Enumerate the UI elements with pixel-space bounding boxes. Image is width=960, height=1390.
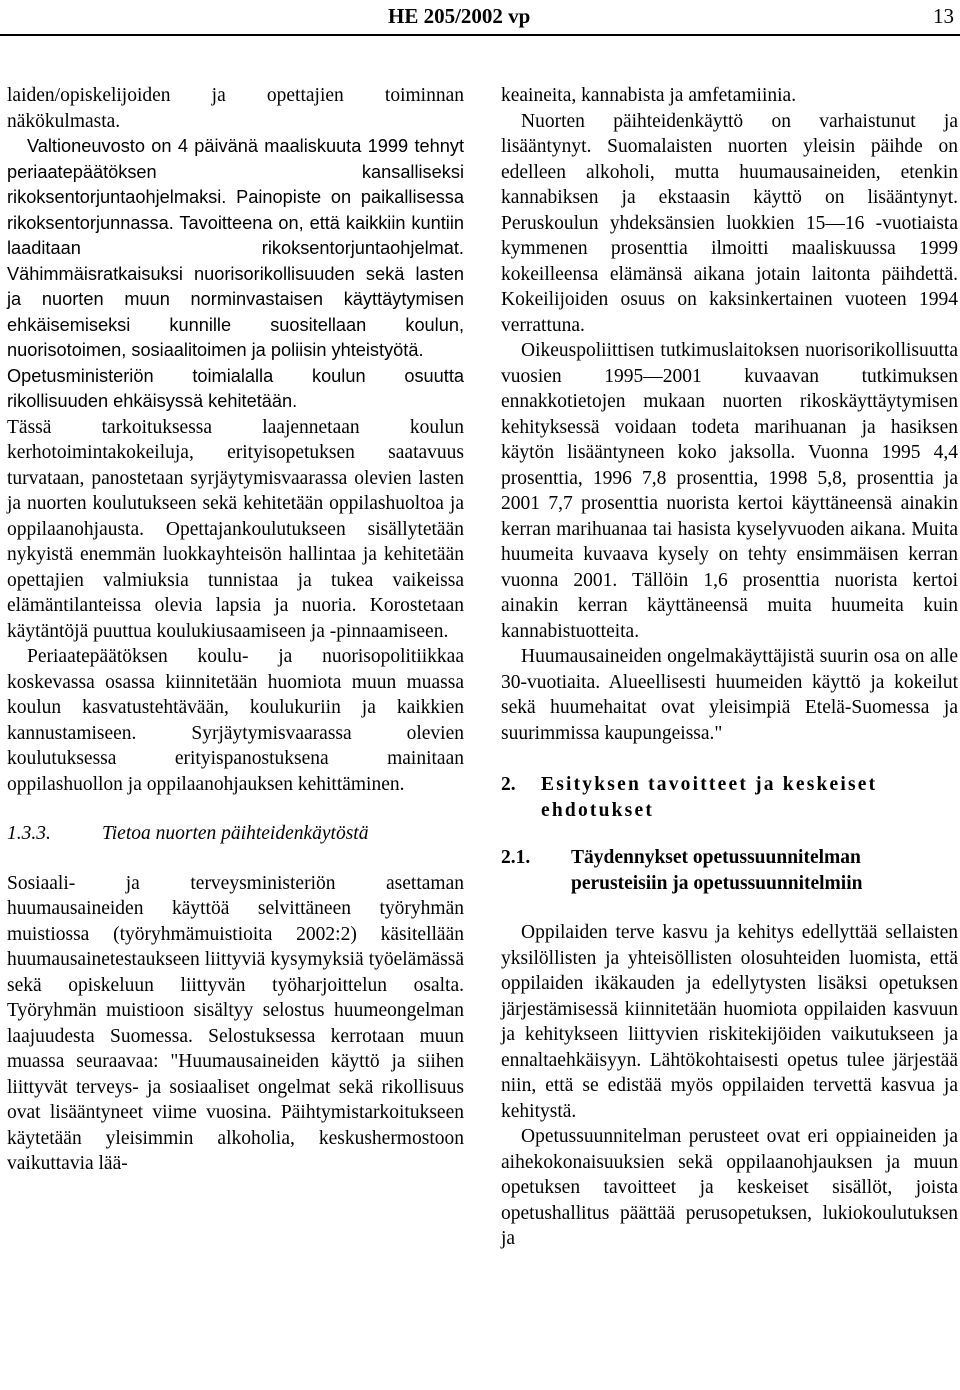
left-column — [7, 83, 464, 1177]
subsection-number: 2.1. — [501, 847, 531, 868]
subsection-title: Täydennykset opetussuunnitelman perusteisiin ja opetussuunnitelmiin — [571, 847, 863, 894]
paragraph: Oikeuspoliittisen tutkimuslaitoksen nuorisorikollisuutta vuosien 1995—2001 kuvaavan tutkimuksen ennakkotietojen mukaan nuorten rikoskäyttäytymisen kehityksessä voidaan todeta marihuanan ja hasiksen käytön lisääntyneen koko jaksolla. Vuonna 1995 4,4 prosenttia, 1996 7,8 prosenttia, 1998 5,8, prosenttia ja 2001 7,7 prosenttia nuorista kertoi käyttäneensä ainakin kerran marihuanaa tai hasista kyselyvuoden aikana. Muita huumeita kuvaava kysely on tehty ensimmäisen kerran vuonna 2001. Tällöin 1,6 prosenttia nuorista kertoi ainakin kerran käyttäneensä muita huumeita kuin kannabistuotteita. — [501, 340, 958, 642]
paragraph: keaineita, kannabista ja amfetamiinia. — [501, 85, 797, 106]
paragraph: laiden/opiskelijoiden ja opettajien toiminnan näkökulmasta. — [7, 85, 464, 132]
paragraph: Valtioneuvosto on 4 päivänä maaliskuuta 1999 tehnyt periaatepäätöksen kansalliseksi rikoksentorjuntaohjelmaksi. Painopiste on paikallisessa rikoksentorjunnassa. Tavoitteena on, että kaikkiin kuntiin laaditaan rikoksentorjuntaohjelmat. Vähimmäisratkaisuksi nuorisorikollisuuden sekä lasten ja nuorten muun norminvastaisen käyttäytymisen ehkäisemiseksi kunnille suositellaan koulun, nuorisotoimen, sosiaalitoimen ja poliisin yhteistyötä. — [7, 136, 464, 360]
section-number: 2. — [501, 774, 516, 795]
page-number: 13 — [933, 4, 954, 28]
subheading-title: Tietoa nuorten päihteidenkäytöstä — [102, 823, 369, 844]
document-id: HE 205/2002 vp — [388, 4, 531, 28]
paragraph: Periaatepäätöksen koulu- ja nuorisopolitiikkaa koskevassa osassa kiinnitetään huomiota muun muassa koulun kasvatustehtävään, koulukuriin ja kaikkien kannustamiseen. Syrjäytymisvaarassa olevien koulutuksessa erityispanostuksena mainitaan oppilashuollon ja oppilaanohjauksen kehittäminen. — [7, 646, 464, 795]
paragraph: Sosiaali- ja terveysministeriön asettaman huumausaineiden käyttöä selvittäneen työryhmän muistiossa (työryhmämuistioita 2002:2) käsitellään huumausainetestaukseen liittyviä kysymyksiä työelämässä sekä opiskeluun liittyvän työharjoittelun osalta. Työryhmän muistioon sisältyy selostus huumeongelman laajuudesta Suomessa. Selostuksessa kerrotaan muun muassa seuraavaa: "Huumausaineiden käyttö ja siihen liittyvät terveys- ja sosiaaliset ongelmat sekä rikollisuus ovat lisääntyneet viime vuosina. Päihtymistarkoitukseen käytetään yleisimmin alkoholia, keskushermostoon vaikuttavia lää- — [7, 872, 464, 1174]
paragraph: Huumausaineiden ongelmakäyttäjistä suurin osa on alle 30-vuotiaita. Alueellisesti huumeiden käyttö ja kokeilut sekä huumehaitat ovat yleisimpiä Etelä-Suomessa ja suurimmissa kaupungeissa." — [501, 646, 958, 744]
paragraph: Opetussuunnitelman perusteet ovat eri oppiaineiden ja aihekokonaisuuksien sekä oppilaanohjauksen ja muun opetuksen tavoitteet ja keskeiset sisällöt, joista opetushallitus päättää perusopetuksen, lukiokoulutuksen ja — [501, 1126, 958, 1249]
paragraph: Tässä tarkoituksessa laajennetaan koulun kerhotoimintakokeiluja, erityisopetuksen saatavuus turvataan, panostetaan syrjäytymisvaarassa olevien lasten ja nuorten koulutukseen sekä kehitetään oppilashuoltoa ja oppilaanohjausta. Opettajankoulutukseen sisällytetään nykyistä enemmän luokkayhteisön hallintaa ja kehitetään opettajien valmiuksia tunnistaa ja tukea vaikeissa elämäntilanteissa olevia lapsia ja nuoria. Korostetaan käytäntöjä puuttua koulukiusaamiseen ja -pinnaamiseen. — [7, 416, 464, 642]
header-rule — [0, 34, 960, 36]
subheading-number: 1.3.3. — [7, 823, 51, 844]
subheading — [7, 821, 464, 847]
subsection-heading — [501, 845, 958, 896]
page-header — [0, 4, 960, 28]
paragraph: Oppilaiden terve kasvu ja kehitys edellyttää sellaisten yksilöllisten ja yhteisöllisten olosuhteiden luomista, että oppilaiden ikäkauden ja edellytysten lisäksi opetuksen järjestämisessä kiinnitetään huomiota oppilaiden kasvuun ja kehitykseen liittyvien riskitekijöiden vaikutukseen ja ennaltaehkäisyyn. Lähtökohtaisesti opetus tulee järjestää niin, että se edistää myös oppilaiden tervettä kasvua ja kehitystä. — [501, 922, 958, 1122]
paragraph: Nuorten päihteidenkäyttö on varhaistunut ja lisääntynyt. Suomalaisten nuorten yleisin päihde on edelleen alkoholi, mutta huumausaineiden, etenkin kannabiksen ja ekstaasin käyttö on lisääntynyt. Peruskoulun yhdeksänsien luokkien 15—16 -vuotiaista kymmenen prosenttia ilmoitti maaliskuussa 1999 kokeilleensa elämänsä aikana jotain laitonta päihdettä. Kokeilijoiden osuus on kaksinkertainen vuoteen 1994 verrattuna. — [501, 110, 958, 336]
section-heading — [501, 772, 958, 823]
section-title: Esityksen tavoitteet ja keskeiset ehdotukset — [541, 774, 878, 821]
right-column — [501, 83, 958, 1252]
paragraph: Opetusministeriön toimialalla koulun osuutta rikollisuuden ehkäisyssä kehitetään. — [7, 365, 464, 411]
